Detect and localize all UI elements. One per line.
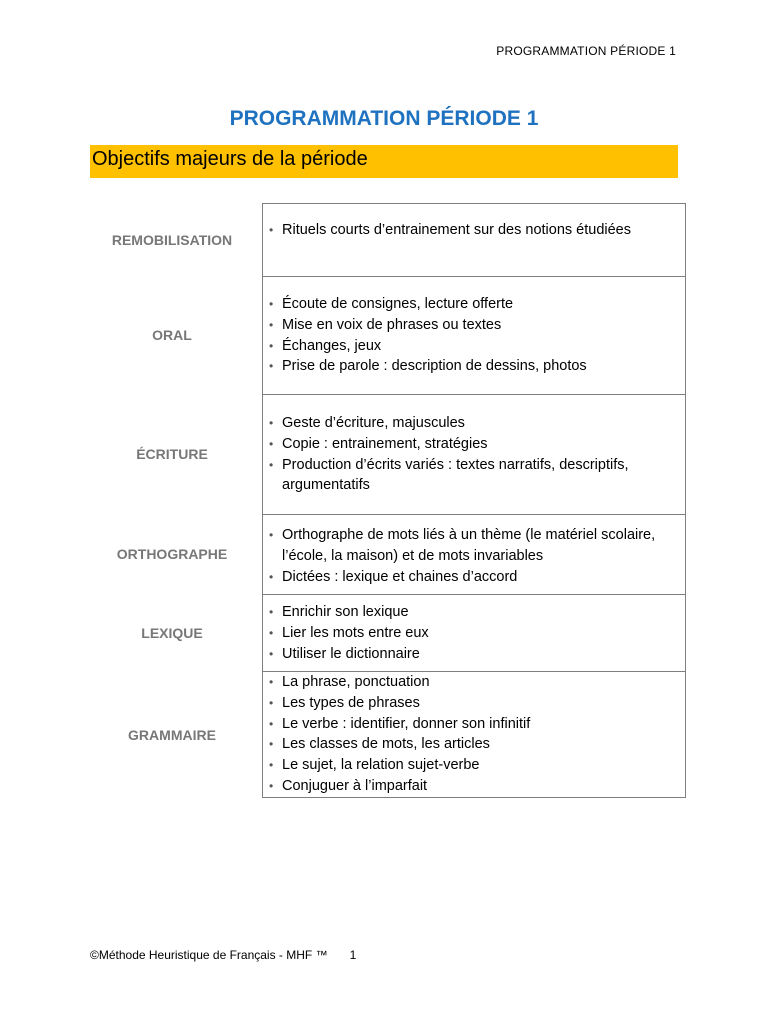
- footer-copyright: ©Méthode Heuristique de Français - MHF ™: [90, 948, 328, 962]
- bullet-icon: •: [269, 416, 274, 430]
- row-label: REMOBILISATION: [111, 231, 233, 248]
- item-text: Le verbe : identifier, donner son infinitif: [282, 715, 531, 732]
- objective-row-remobilisation: [0, 203, 768, 276]
- item-text: Dictées : lexique et chaines d’accord: [282, 568, 518, 585]
- list-item: [263, 455, 685, 497]
- section-heading-banner: [90, 145, 678, 178]
- row-content-cell: [262, 203, 686, 276]
- bullet-icon: •: [269, 457, 274, 472]
- row-content-cell: [262, 514, 686, 594]
- page-number: 1: [349, 948, 357, 962]
- objective-row-orthographe: [0, 514, 768, 594]
- item-text: Échanges, jeux: [282, 337, 382, 354]
- item-text: Orthographe de mots liés à un thème (le matériel scolaire, l’école, la maison) et de mots invariables: [282, 527, 656, 564]
- objective-row-grammaire: [0, 671, 768, 798]
- list-item: [263, 776, 685, 797]
- objective-row-ecriture: [0, 394, 768, 514]
- bullet-icon: •: [269, 436, 274, 451]
- item-text: Production d’écrits variés : textes narratifs, descriptifs, argumentatifs: [282, 456, 629, 494]
- list-item: [263, 734, 685, 755]
- bullet-icon: •: [269, 716, 274, 731]
- item-text: Copie : entrainement, stratégies: [282, 435, 488, 452]
- row-label: ORAL: [152, 327, 192, 343]
- bullet-icon: •: [269, 737, 274, 752]
- objective-row-lexique: [0, 594, 768, 671]
- list-item: [263, 644, 685, 665]
- list-item: [263, 434, 685, 455]
- item-text: Le sujet, la relation sujet-verbe: [282, 757, 480, 774]
- list-item: [263, 315, 685, 336]
- item-list: [263, 602, 685, 664]
- section-heading: Objectifs majeurs de la période: [92, 148, 368, 170]
- bullet-icon: •: [269, 625, 274, 640]
- row-label: ÉCRITURE: [136, 446, 208, 462]
- bullet-icon: •: [269, 569, 274, 584]
- row-label: GRAMMAIRE: [128, 726, 216, 743]
- list-item: [263, 525, 685, 567]
- bullet-icon: •: [269, 778, 274, 793]
- row-content-cell: [262, 394, 686, 514]
- item-list: [263, 413, 685, 496]
- list-item: [263, 672, 685, 693]
- bullet-icon: •: [269, 359, 274, 374]
- bullet-icon: •: [269, 646, 274, 661]
- item-text: La phrase, ponctuation: [282, 674, 430, 690]
- item-list: [263, 672, 685, 797]
- item-text: Prise de parole : description de dessins, photos: [282, 358, 587, 375]
- item-text: Rituels courts d’entrainement sur des notions étudiées: [282, 222, 631, 238]
- bullet-icon: •: [269, 675, 274, 689]
- item-text: Enrichir son lexique: [282, 604, 409, 620]
- bullet-icon: •: [269, 223, 274, 237]
- list-item: [263, 220, 685, 241]
- item-list: [263, 525, 685, 587]
- item-list: [263, 220, 685, 241]
- list-item: [263, 567, 685, 588]
- list-item: [263, 294, 685, 315]
- list-item: [263, 714, 685, 735]
- item-text: Écoute de consignes, lecture offerte: [282, 296, 514, 312]
- item-list: [263, 294, 685, 377]
- list-item: [263, 602, 685, 623]
- bullet-icon: •: [269, 317, 274, 332]
- list-item: [263, 623, 685, 644]
- item-text: Mise en voix de phrases ou textes: [282, 316, 502, 333]
- objectives-table: [0, 203, 768, 798]
- objective-row-oral: [0, 276, 768, 394]
- bullet-icon: •: [269, 758, 274, 773]
- bullet-icon: •: [269, 338, 274, 353]
- item-text: Geste d’écriture, majuscules: [282, 415, 465, 431]
- list-item: [263, 336, 685, 357]
- row-label: LEXIQUE: [141, 624, 203, 641]
- list-item: [263, 693, 685, 714]
- bullet-icon: •: [269, 695, 274, 710]
- item-text: Les classes de mots, les articles: [282, 736, 490, 753]
- list-item: [263, 755, 685, 776]
- list-item: [263, 356, 685, 377]
- bullet-icon: •: [269, 605, 274, 619]
- page-title: PROGRAMMATION PÉRIODE 1: [229, 107, 539, 130]
- running-header: PROGRAMMATION PÉRIODE 1: [496, 44, 676, 58]
- row-content-cell: [262, 594, 686, 671]
- row-label: ORTHOGRAPHE: [116, 546, 228, 562]
- item-text: Lier les mots entre eux: [282, 624, 429, 641]
- page-footer: [90, 948, 356, 962]
- item-text: Utiliser le dictionnaire: [282, 645, 420, 662]
- bullet-icon: •: [269, 528, 274, 542]
- list-item: [263, 413, 685, 434]
- row-content-cell: [262, 671, 686, 798]
- item-text: Conjuguer à l’imparfait: [282, 777, 428, 794]
- row-content-cell: [262, 276, 686, 394]
- bullet-icon: •: [269, 297, 274, 311]
- item-text: Les types de phrases: [282, 694, 420, 711]
